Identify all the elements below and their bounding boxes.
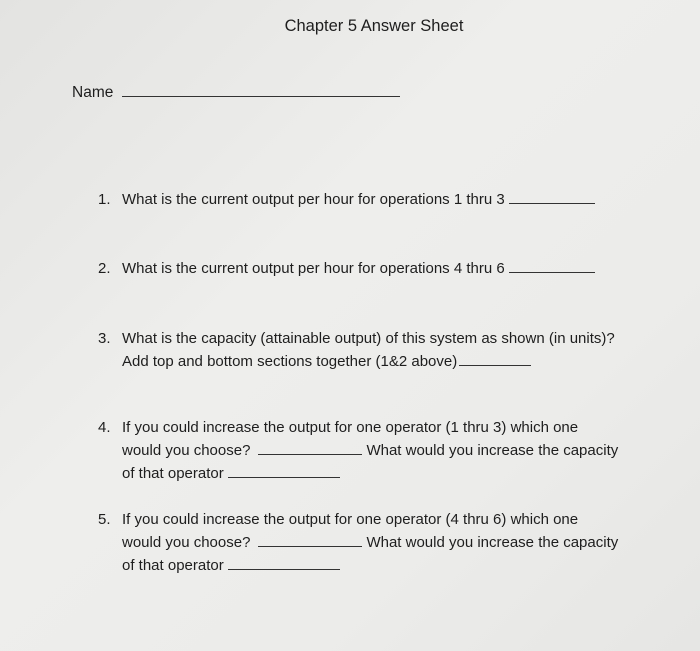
question-text: would you choose? bbox=[122, 442, 251, 459]
name-blank[interactable] bbox=[122, 95, 400, 97]
question-text: If you could increase the output for one operator (1 thru 3) which one bbox=[122, 419, 579, 436]
answer-blank-operator[interactable] bbox=[258, 545, 362, 547]
question-text: What is the current output per hour for operations 1 thru 3 bbox=[122, 191, 505, 208]
question-text: What is the current output per hour for operations 4 thru 6 bbox=[122, 260, 505, 277]
question-text: What would you increase the capacity bbox=[366, 534, 619, 551]
question-number: 3. bbox=[98, 330, 111, 347]
question-number: 1. bbox=[98, 191, 111, 208]
answer-blank-operator[interactable] bbox=[258, 453, 362, 455]
question-text: of that operator bbox=[122, 465, 224, 482]
answer-blank-capacity[interactable] bbox=[228, 568, 340, 570]
question-number: 2. bbox=[98, 260, 111, 277]
question-text: would you choose? bbox=[122, 534, 251, 551]
answer-blank[interactable] bbox=[509, 271, 595, 273]
name-row bbox=[72, 84, 400, 102]
question-text: If you could increase the output for one operator (4 thru 6) which one bbox=[122, 511, 579, 528]
name-label: Name bbox=[72, 84, 114, 101]
question-text: Add top and bottom sections together (1&2 above) bbox=[122, 353, 458, 370]
question-text: What is the capacity (attainable output) of this system as shown (in units)? bbox=[122, 330, 615, 347]
question-number: 5. bbox=[98, 511, 111, 528]
question-number: 4. bbox=[98, 419, 111, 436]
answer-blank-capacity[interactable] bbox=[228, 476, 340, 478]
question-text: of that operator bbox=[122, 557, 224, 574]
answer-blank[interactable] bbox=[509, 202, 595, 204]
page-title: Chapter 5 Answer Sheet bbox=[284, 17, 464, 35]
question-text: What would you increase the capacity bbox=[366, 442, 619, 459]
answer-blank[interactable] bbox=[459, 364, 531, 366]
